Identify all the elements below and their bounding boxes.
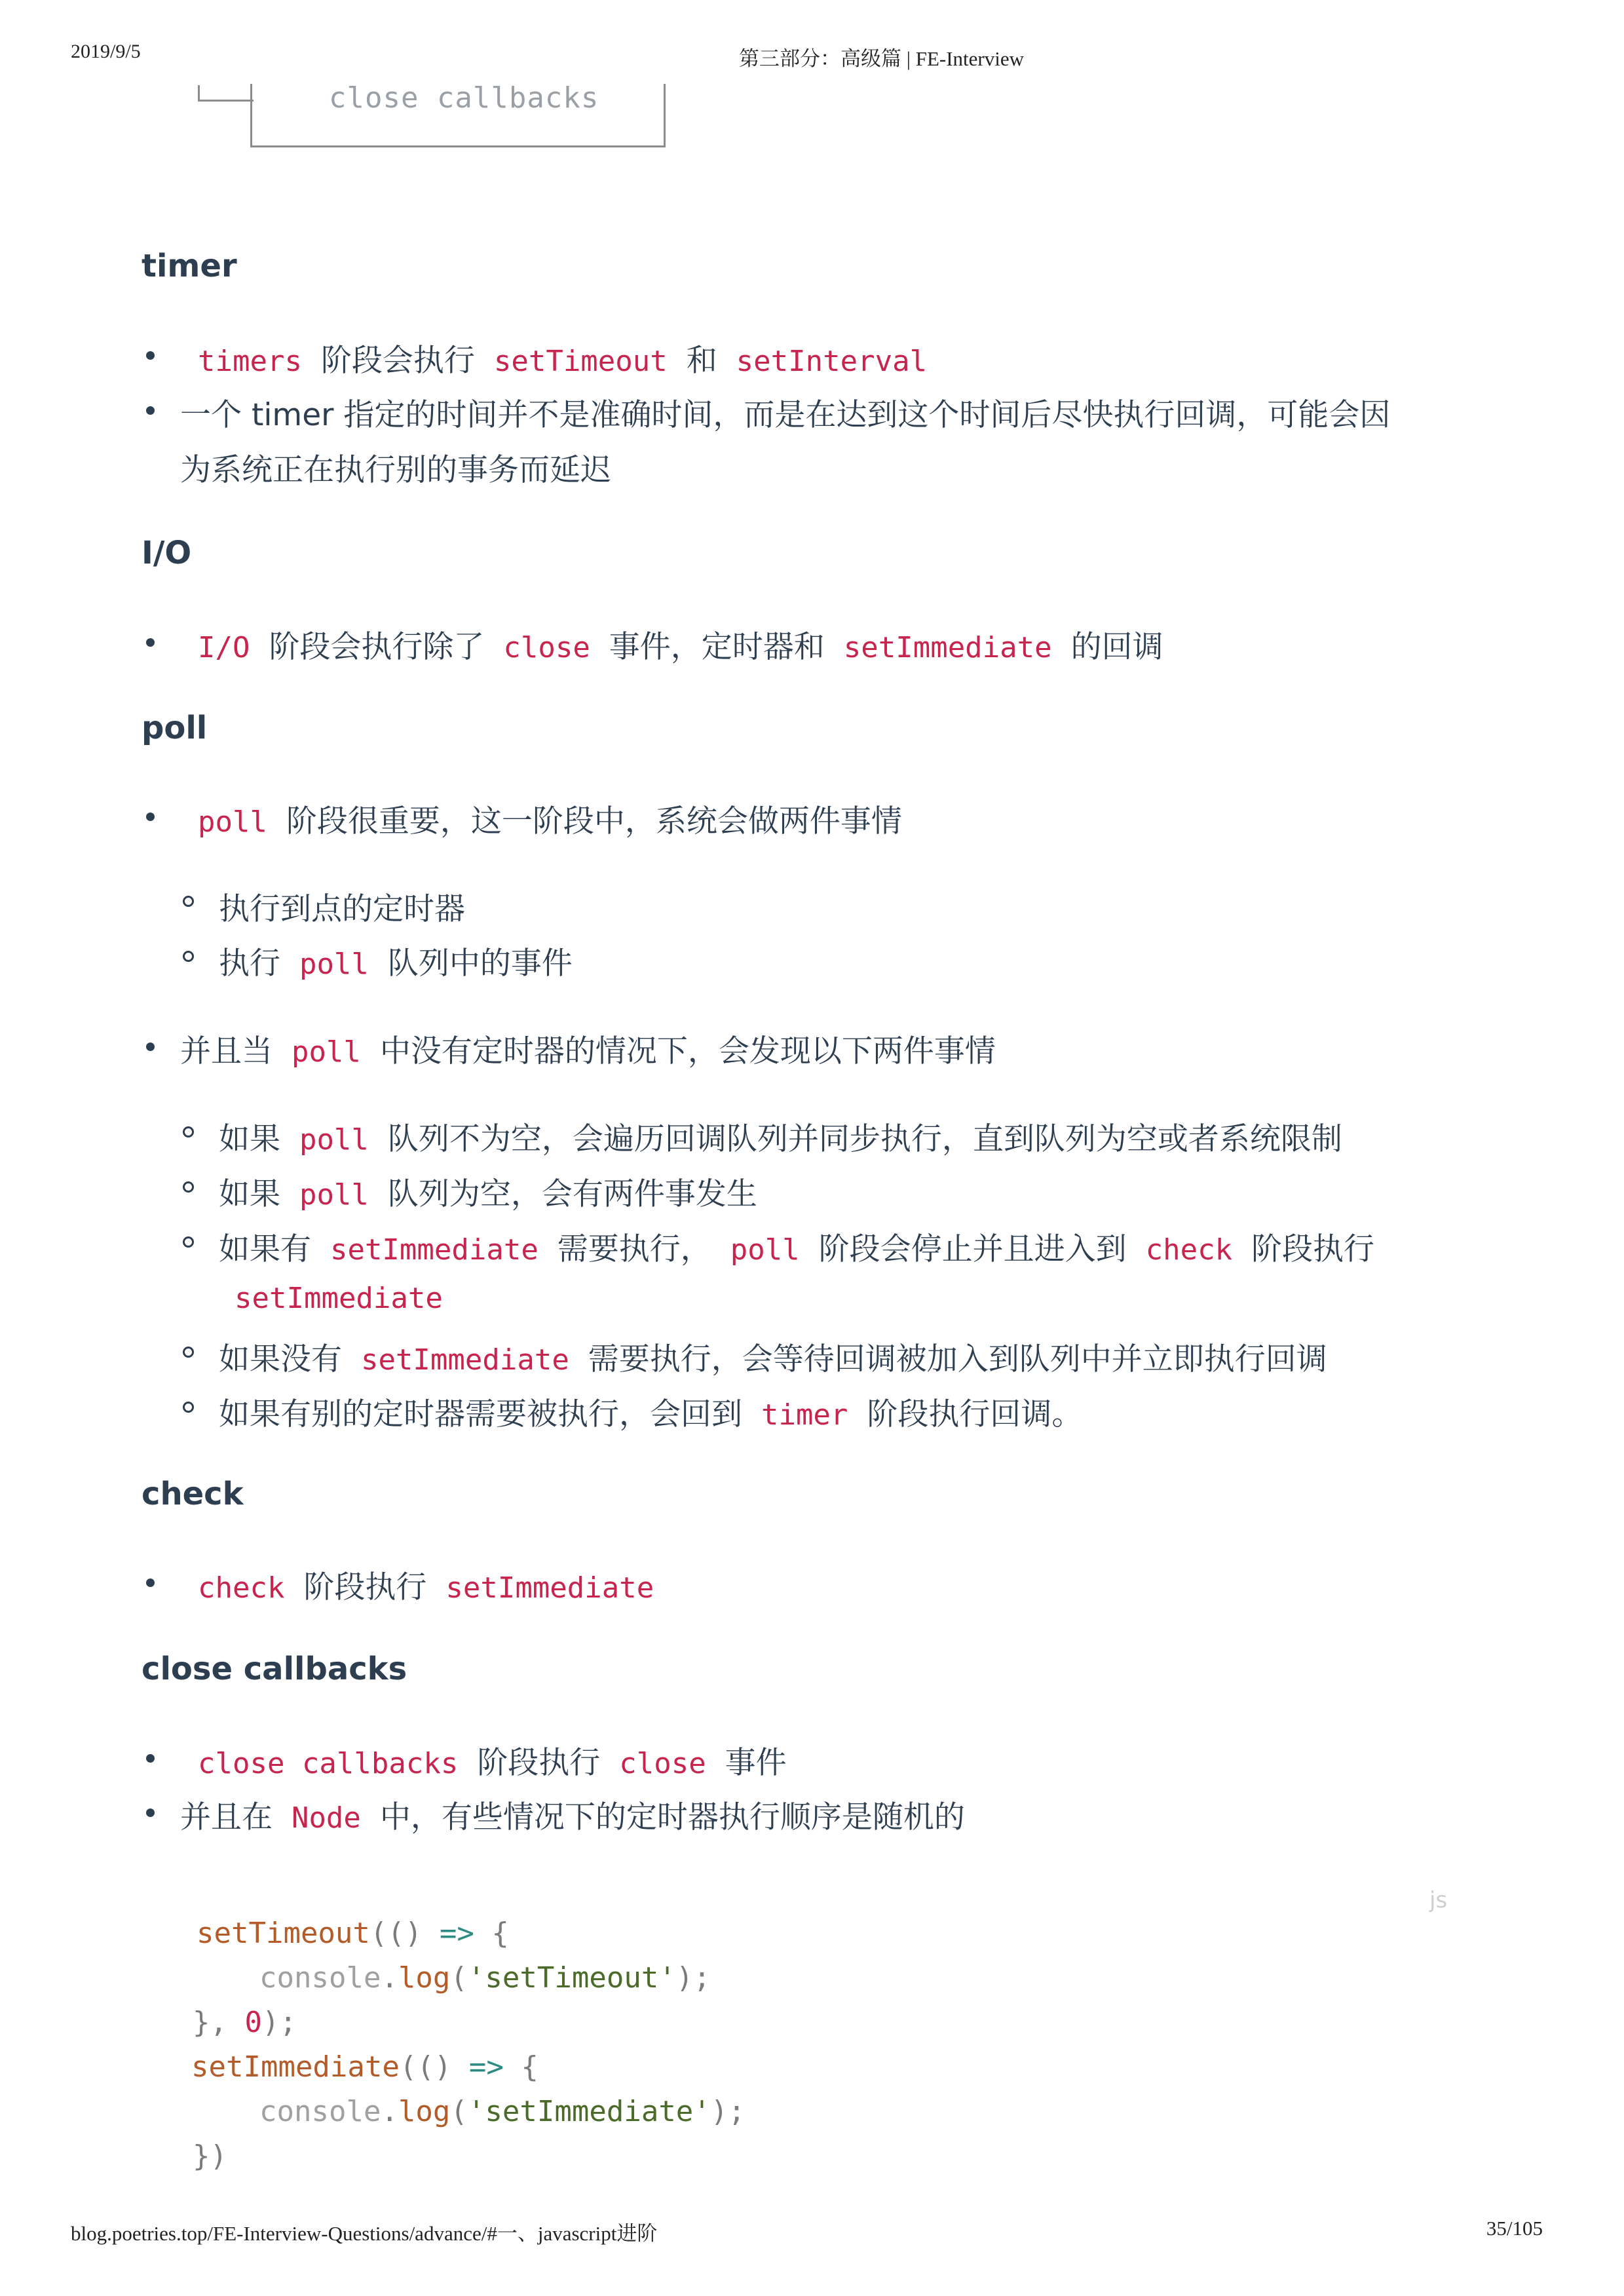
code-line: [259, 1961, 711, 1995]
inline-code: check: [1145, 1233, 1233, 1267]
list-item: [180, 1793, 965, 1837]
sub-bullet: [183, 896, 194, 907]
sub-bullet: [183, 1402, 194, 1413]
sub-list-item: [219, 939, 573, 983]
code-token: 0: [244, 2006, 262, 2039]
text: 阶段会停止并且进入到: [818, 1231, 1127, 1267]
text: 如果: [219, 1176, 280, 1212]
list-item-continuation: 为系统正在执行别的事务而延迟: [180, 452, 611, 488]
text: 中，有些情况下的定时器执行顺序是随机的: [379, 1799, 965, 1835]
code-token: .: [381, 1961, 398, 1995]
inline-code: poll: [730, 1233, 800, 1267]
inline-code: timer: [761, 1398, 848, 1432]
text: 队列不为空，会遍历回调队列并同步执行，直到队列为空或者系统限制: [387, 1121, 1342, 1157]
code-token: {: [503, 2050, 538, 2084]
inline-code: check: [198, 1571, 285, 1605]
sub-list-item: [219, 1335, 1327, 1379]
text: 中没有定时器的情况下，会发现以下两件事情: [379, 1033, 996, 1069]
inline-code: setImmediate: [843, 631, 1052, 664]
inline-code: I/O: [198, 631, 250, 664]
inline-code: setImmediate: [330, 1233, 538, 1267]
text: 阶段很重要，这一阶段中，系统会做两件事情: [286, 803, 902, 839]
code-token: =>: [468, 2050, 504, 2084]
text: 如果没有: [219, 1341, 342, 1377]
print-url: blog.poetries.top/FE-Interview-Questions/advance/#一、javascript进阶: [71, 2222, 658, 2245]
text: 队列中的事件: [387, 946, 573, 982]
inline-code: setTimeout: [493, 345, 668, 378]
inline-code: poll: [299, 1123, 369, 1157]
text: 需要执行，会等待回调被加入到队列中并立即执行回调: [588, 1341, 1327, 1377]
heading-timer: timer: [142, 248, 237, 284]
text: 执行: [219, 946, 280, 982]
code-token: 'setImmediate': [467, 2095, 711, 2128]
text: 队列为空，会有两件事发生: [387, 1176, 757, 1212]
text: 事件: [725, 1745, 787, 1781]
text: 事件，定时器和: [609, 629, 825, 665]
code-line: [259, 2095, 746, 2128]
diagram-box-label: close callbacks: [329, 81, 599, 115]
heading-close-callbacks: close callbacks: [142, 1651, 407, 1687]
code-line: [197, 1917, 509, 1950]
code-token: },: [193, 2006, 245, 2039]
text: 阶段会执行除了: [269, 629, 485, 665]
diagram-connector: [198, 85, 254, 102]
sub-list-item: [219, 1115, 1342, 1158]
inline-code: close: [503, 631, 590, 664]
inline-code: poll: [291, 1035, 361, 1069]
bullet: [146, 1808, 155, 1817]
inline-code: close: [619, 1747, 706, 1780]
sub-list-item: 执行到点的定时器: [219, 891, 465, 927]
heading-io: I/O: [142, 535, 192, 571]
code-token: console: [259, 1961, 381, 1995]
page-number: 35/105: [1486, 2217, 1543, 2240]
bullet: [146, 1578, 155, 1587]
inline-code: poll: [198, 805, 267, 839]
code-token: (: [450, 2095, 468, 2128]
print-date: 2019/9/5: [71, 41, 141, 62]
inline-code: poll: [299, 1178, 369, 1212]
text: 阶段执行: [303, 1569, 427, 1605]
text: 如果: [219, 1121, 280, 1157]
list-item: [180, 1027, 996, 1071]
code-token: setImmediate: [191, 2050, 400, 2084]
inline-code: setImmediate: [235, 1282, 443, 1315]
inline-code: close callbacks: [198, 1747, 459, 1780]
code-token: setTimeout: [197, 1917, 370, 1950]
text: 阶段执行: [1251, 1231, 1375, 1267]
bullet: [146, 351, 155, 360]
code-token: );: [261, 2006, 297, 2039]
code-token: ((): [369, 1917, 440, 1950]
text: 的回调: [1070, 629, 1163, 665]
text: 需要执行，: [557, 1231, 711, 1267]
code-token: .: [381, 2095, 398, 2128]
list-item: [182, 1563, 663, 1607]
code-token: ((): [399, 2050, 469, 2084]
text: 阶段执行回调。: [867, 1396, 1083, 1432]
code-token: {: [474, 1917, 509, 1950]
heading-poll: poll: [142, 710, 208, 746]
list-item: [182, 797, 902, 841]
code-token: =>: [439, 1917, 474, 1950]
code-line: [193, 2006, 297, 2039]
text: 如果有: [219, 1231, 311, 1267]
code-token: log: [398, 1961, 451, 1995]
sub-list-item: [219, 1390, 1082, 1434]
code-token: 'setTimeout': [467, 1961, 676, 1995]
sub-bullet: [183, 1236, 194, 1248]
text: 并且当: [180, 1033, 273, 1069]
bullet: [146, 1043, 155, 1051]
code-token: console: [259, 2095, 381, 2128]
bullet: [146, 1754, 155, 1763]
sub-bullet: [183, 1126, 194, 1138]
inline-code: poll: [299, 947, 369, 981]
text: 和: [686, 343, 717, 379]
list-item: 一个 timer 指定的时间并不是准确时间，而是在达到这个时间后尽快执行回调，可能会因: [180, 397, 1391, 433]
code-language-label: js: [1429, 1887, 1448, 1913]
text: 并且在: [180, 1799, 273, 1835]
bullet: [146, 638, 155, 647]
bullet: [146, 813, 155, 821]
code-line: [193, 2139, 227, 2173]
text: 如果有别的定时器需要被执行，会回到: [219, 1396, 742, 1432]
sub-list-item-continuation: [219, 1280, 452, 1316]
code-token: );: [675, 1961, 711, 1995]
list-item: [182, 336, 936, 380]
code-token: (: [450, 1961, 468, 1995]
sub-list-item: [219, 1170, 757, 1214]
sub-bullet: [183, 1181, 194, 1193]
inline-code: Node: [291, 1801, 361, 1835]
print-title: 第三部分：高级篇 | FE-Interview: [739, 47, 1024, 70]
inline-code: setInterval: [736, 345, 928, 378]
sub-bullet: [183, 1347, 194, 1358]
bullet: [146, 406, 155, 415]
list-item: [182, 1738, 787, 1782]
code-token: }): [193, 2139, 227, 2173]
text: 阶段会执行: [320, 343, 475, 379]
code-token: );: [710, 2095, 746, 2128]
heading-check: check: [142, 1476, 244, 1512]
inline-code: setImmediate: [445, 1571, 654, 1605]
code-token: log: [398, 2095, 451, 2128]
inline-code: timers: [198, 345, 302, 378]
inline-code: setImmediate: [360, 1343, 569, 1377]
sub-bullet: [183, 951, 194, 962]
text: 阶段执行: [477, 1745, 601, 1781]
sub-list-item: [219, 1225, 1374, 1269]
code-line: [191, 2050, 538, 2084]
list-item: [182, 622, 1163, 666]
